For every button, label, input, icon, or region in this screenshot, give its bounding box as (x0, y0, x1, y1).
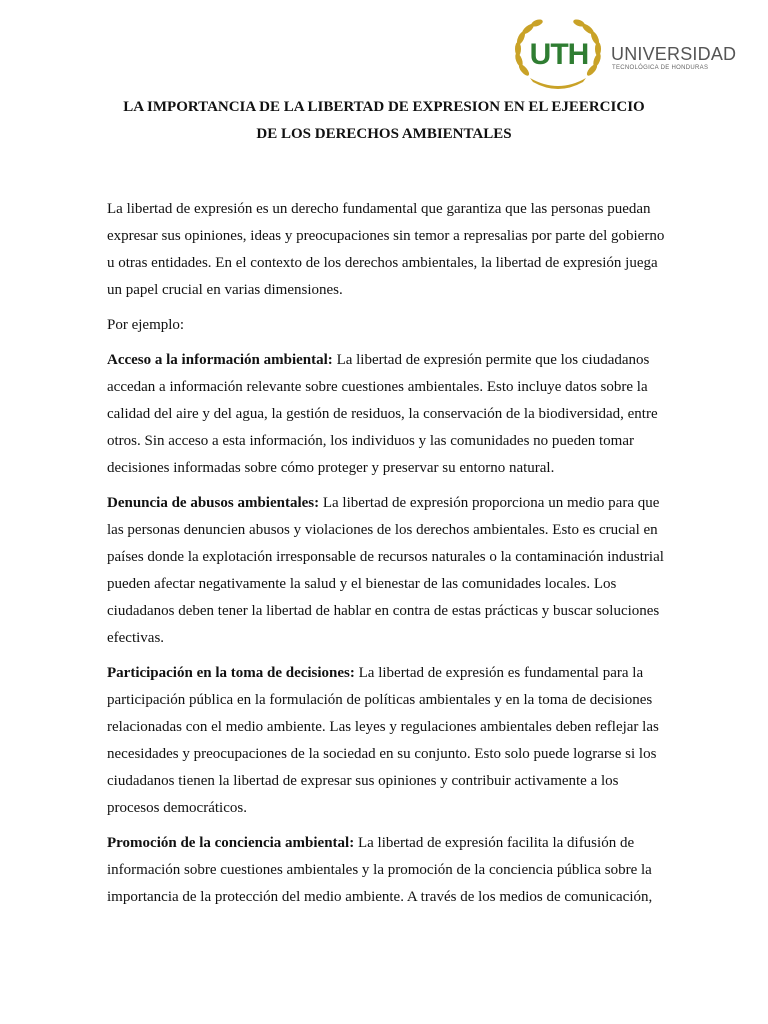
document-body (107, 196, 665, 919)
logo-subtitle-text: TECNOLÓGICA DE HONDURAS (612, 65, 709, 71)
example-label: Por ejemplo: (107, 317, 185, 333)
logo-uth-text: UTH (529, 38, 589, 71)
title-line-1: LA IMPORTANCIA DE LA LIBERTAD DE EXPRESION EN EL EJEERCICIO (123, 99, 645, 115)
section-text: La libertad de expresión proporciona un medio para que las personas denuncien abusos y violaciones de los derechos ambientales. Esto es crucial en países donde la explotación irresponsable de recursos naturales o la contaminación industrial pueden afectar negativamente la salud y el bienestar de las comunidades locales. Los ciudadanos deben tener la libertad de hablar en contra de estas prácticas y buscar soluciones efectivas. (107, 495, 664, 646)
section-paragraph (107, 490, 665, 652)
logo-universidad-text: UNIVERSIDAD (611, 44, 737, 64)
section-paragraph (107, 830, 665, 911)
title-line-2: DE LOS DERECHOS AMBIENTALES (256, 126, 512, 142)
section-paragraph (107, 347, 665, 482)
section-text: La libertad de expresión es fundamental para la participación pública en la formulación de políticas ambientales y en la toma de decisiones relacionadas con el medio ambiente. Las leyes y regulaciones ambientales deben reflejar las necesidades y preocupaciones de la sociedad en su conjunto. Esto solo puede lograrse si los ciudadanos tienen la libertad de expresar sus opiniones y contribuir activamente a los procesos democráticos. (107, 665, 659, 816)
section-heading: Acceso a la información ambiental: (107, 352, 333, 368)
section-paragraph (107, 660, 665, 822)
section-heading: Promoción de la conciencia ambiental: (107, 835, 355, 851)
section-text: La libertad de expresión facilita la difusión de información sobre cuestiones ambientales y la promoción de la conciencia pública sobre la importancia de la protección del medio ambiente. A través de los medios de comunicación, (107, 835, 653, 905)
section-text: La libertad de expresión permite que los ciudadanos accedan a información relevante sobre cuestiones ambientales. Esto incluye datos sobre la calidad del aire y del agua, la gestión de residuos, la conservación de la biodiversidad, entre otros. Sin acceso a esta información, los individuos y las comunidades no pueden tomar decisiones informadas sobre cómo proteger y preservar su entorno natural. (107, 352, 658, 476)
section-heading: Denuncia de abusos ambientales: (107, 495, 320, 511)
intro-paragraph: La libertad de expresión es un derecho fundamental que garantiza que las personas puedan expresar sus opiniones, ideas y preocupaciones sin temor a represalias por parte del gobierno u otras entidades. En el contexto de los derechos ambientales, la libertad de expresión juega un papel crucial en varias dimensiones. (107, 201, 665, 298)
university-logo (508, 18, 737, 92)
document-title (100, 94, 668, 148)
section-heading: Participación en la toma de decisiones: (107, 665, 355, 681)
